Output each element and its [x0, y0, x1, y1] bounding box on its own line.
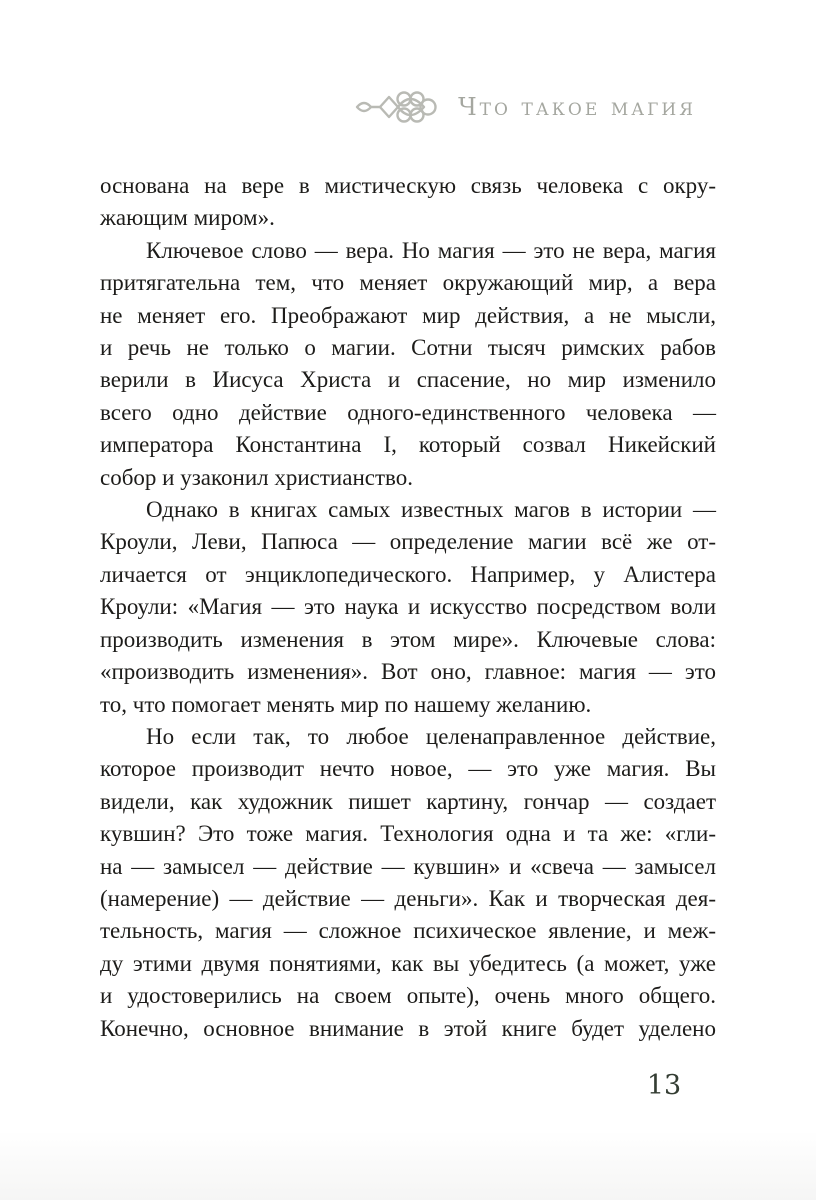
text-line: ду этими двумя понятиями, как вы убедитесь (а может, уже	[100, 950, 716, 976]
text-line: (намерение) — действие — деньги». Как и творческая дея-	[100, 885, 716, 911]
paragraph	[100, 235, 716, 494]
text-block	[100, 170, 716, 1045]
text-line: видели, как художник пишет картину, гончар — создает	[100, 788, 716, 814]
paragraph	[100, 170, 716, 235]
text-line: верили в Иисуса Христа и спасение, но мир изменило	[100, 367, 716, 393]
text-line: собор и узаконил христианство.	[100, 464, 413, 490]
text-line: Ключевое слово — вера. Но магия — это не вера, магия	[146, 237, 716, 263]
text-line: и удостоверились на своем опыте), очень много общего.	[100, 983, 716, 1009]
text-line: личается от энциклопедического. Например, у Алистера	[100, 561, 716, 587]
text-line: на — замысел — действие — кувшин» и «свеча — замысел	[100, 853, 716, 879]
page-number: 13	[646, 1070, 682, 1101]
text-line: притягательна тем, что меняет окружающий мир, а вера	[100, 270, 716, 296]
text-line: которое производит нечто новое, — это уже магия. Вы	[100, 756, 716, 782]
text-line: то, что помогает менять мир по нашему желанию.	[100, 691, 592, 717]
text-line: кувшин? Это тоже магия. Технология одна и та же: «гли-	[100, 821, 716, 847]
text-line: всего одно действие одного-единственного человека —	[100, 399, 716, 425]
text-line: Кроули, Леви, Папюса — определение магии всё же от-	[100, 529, 716, 555]
text-line: Конечно, основное внимание в этой книге будет уделено	[100, 1015, 716, 1041]
text-line: императора Константина I, который созвал Никейский	[100, 432, 716, 458]
paragraph	[100, 494, 716, 721]
text-line: Но если так, то любое целенаправленное действие,	[146, 723, 716, 749]
paragraph	[100, 721, 716, 1045]
text-line: тельность, магия — сложное психическое явление, и меж-	[100, 918, 716, 944]
running-head	[354, 84, 696, 130]
text-line: основана на вере в мистическую связь человека с окру-	[100, 173, 716, 198]
text-line: Кроули: «Магия — это наука и искусство посредством воли	[100, 594, 716, 620]
text-line: «производить изменения». Вот оно, главное: магия — это	[100, 659, 716, 685]
text-line: Однако в книгах самых известных магов в истории —	[146, 497, 716, 523]
running-head-title: Что такое магия	[458, 93, 696, 121]
text-line: и речь не только о магии. Сотни тысяч римских рабов	[100, 335, 716, 361]
text-line: жающим миром».	[100, 205, 275, 231]
text-line: производить изменения в этом мире». Ключевые слова:	[100, 626, 716, 652]
celtic-knot-icon	[354, 84, 442, 130]
text-line: не меняет его. Преображают мир действия, а не мысли,	[100, 302, 716, 328]
